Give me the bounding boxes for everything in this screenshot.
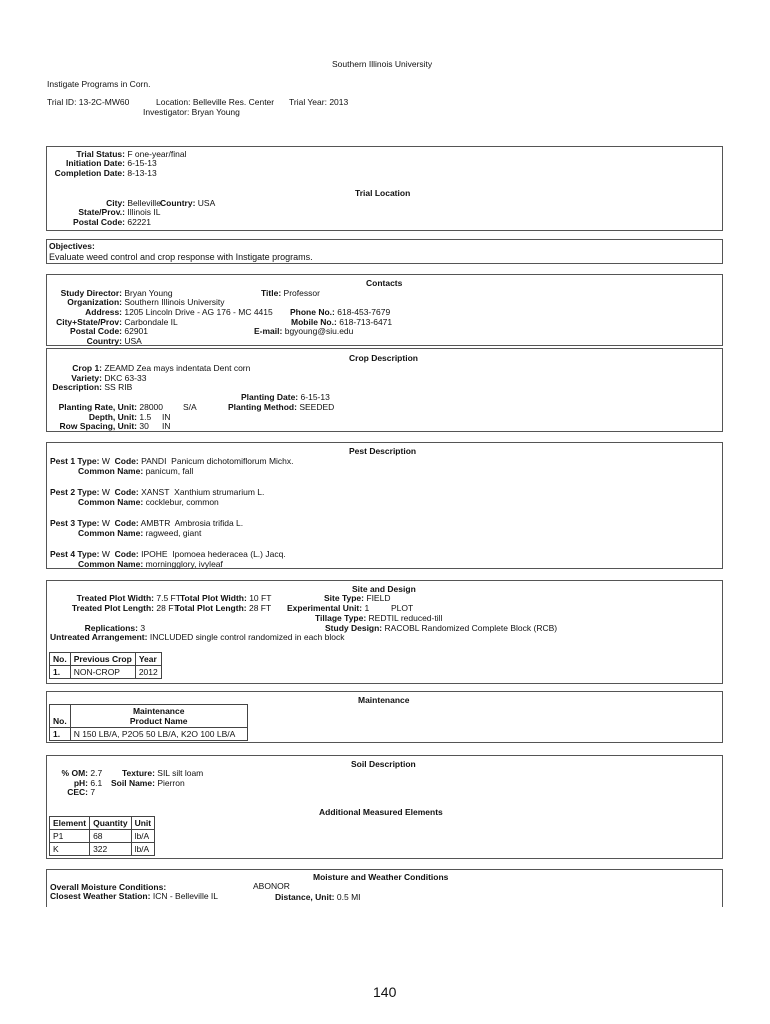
pest-label: Pest 4 bbox=[50, 549, 76, 559]
pest-common-label: Common Name: bbox=[78, 466, 144, 476]
cec-label: CEC: bbox=[67, 787, 88, 797]
row-spacing-unit: IN bbox=[162, 421, 171, 431]
pest-type-value: W bbox=[101, 456, 110, 466]
col-product-line1: Maintenance bbox=[132, 706, 185, 716]
pest-common-value: ragweed, giant bbox=[145, 528, 202, 538]
table-row bbox=[50, 666, 162, 679]
site-design-title: Site and Design bbox=[352, 584, 416, 594]
program-title: Instigate Programs in Corn. bbox=[47, 79, 151, 89]
experimental-unit-value: 1 bbox=[364, 603, 370, 613]
city-value: Belleville bbox=[127, 198, 161, 208]
weather-station-label: Closest Weather Station: bbox=[50, 891, 151, 901]
distance-value: 0.5 MI bbox=[336, 892, 361, 902]
completion-date-label: Completion Date: bbox=[54, 168, 125, 178]
trial-id: Trial ID: 13-2C-MW60 bbox=[47, 97, 130, 107]
om-label: % OM: bbox=[61, 768, 88, 778]
planting-method-value: SEEDED bbox=[299, 402, 335, 412]
ph-value: 6.1 bbox=[90, 778, 103, 788]
pest-label: Pest 2 bbox=[50, 487, 76, 497]
pest-title: Pest Description bbox=[349, 446, 417, 456]
planting-rate-label: Planting Rate, Unit: bbox=[58, 402, 137, 412]
pest-code-label: Code: bbox=[114, 549, 139, 559]
mobile-value: 618-713-6471 bbox=[339, 317, 393, 327]
col-no: No. bbox=[50, 653, 71, 666]
total-plot-width-value: 10 FT bbox=[249, 593, 272, 603]
cell-element: K bbox=[50, 843, 90, 856]
cec-value: 7 bbox=[90, 787, 96, 797]
maintenance-title: Maintenance bbox=[358, 695, 410, 705]
soil-description-section bbox=[46, 755, 723, 859]
initiation-date-value: 6-15-13 bbox=[127, 158, 157, 168]
university-name: Southern Illinois University bbox=[332, 59, 433, 69]
col-product-name bbox=[70, 705, 247, 728]
title-value: Professor bbox=[283, 288, 320, 298]
planting-rate-value: 28000 bbox=[139, 402, 164, 412]
description-value: SS RIB bbox=[104, 382, 133, 392]
country-label: Country: bbox=[160, 198, 196, 208]
state-label: State/Prov.: bbox=[78, 207, 125, 217]
address-value: 1205 Lincoln Drive - AG 176 - MC 4415 bbox=[124, 307, 273, 317]
col-year: Year bbox=[135, 653, 161, 666]
pest-type-label: Type: bbox=[77, 487, 100, 497]
pest-code-label: Code: bbox=[114, 518, 139, 528]
city-label: City: bbox=[106, 198, 125, 208]
pest-type-value: W bbox=[101, 518, 110, 528]
contacts-section bbox=[46, 274, 723, 346]
trial-status-label: Trial Status: bbox=[76, 149, 125, 159]
postal-code-label: Postal Code: bbox=[73, 217, 125, 227]
pest-type-value: W bbox=[101, 549, 110, 559]
contact-city-label: City+State/Prov: bbox=[56, 317, 122, 327]
weather-station-value: ICN - Belleville IL bbox=[152, 891, 219, 901]
postal-code-value: 62221 bbox=[127, 217, 152, 227]
objectives-section bbox=[46, 239, 723, 264]
address-label: Address: bbox=[85, 307, 122, 317]
col-previous-crop: Previous Crop bbox=[70, 653, 135, 666]
email-label: E-mail: bbox=[254, 326, 283, 336]
pest-scientific-name: Ambrosia trifida L. bbox=[174, 518, 244, 528]
treated-plot-width-value: 7.5 FT bbox=[156, 593, 181, 603]
col-no: No. bbox=[50, 705, 71, 728]
email-value: bgyoung@siu.edu bbox=[284, 326, 354, 336]
tillage-type-label: Tillage Type: bbox=[315, 613, 367, 623]
depth-value: 1.5 bbox=[139, 412, 152, 422]
contact-postal-value: 62901 bbox=[124, 326, 149, 336]
crop-title: Crop Description bbox=[349, 353, 418, 363]
completion-date-value: 8-13-13 bbox=[127, 168, 157, 178]
treated-plot-length-value: 28 FT bbox=[156, 603, 179, 613]
pest-type-label: Type: bbox=[77, 456, 100, 466]
table-header-row bbox=[50, 817, 155, 830]
study-director-label: Study Director: bbox=[60, 288, 122, 298]
experimental-unit-label: Experimental Unit: bbox=[287, 603, 363, 613]
experimental-unit-type: PLOT bbox=[391, 603, 414, 613]
crop1-value: ZEAMD Zea mays indentata Dent corn bbox=[104, 363, 251, 373]
contact-country-label: Country: bbox=[86, 336, 122, 346]
soil-title: Soil Description bbox=[351, 759, 416, 769]
distance-label: Distance, Unit: bbox=[275, 892, 335, 902]
pest-common-value: morningglory, ivyleaf bbox=[145, 559, 223, 569]
contacts-title: Contacts bbox=[366, 278, 403, 288]
country-value: USA bbox=[197, 198, 216, 208]
total-plot-width-label: Total Plot Width: bbox=[180, 593, 247, 603]
planting-method-label: Planting Method: bbox=[228, 402, 297, 412]
moisture-weather-section bbox=[46, 869, 723, 907]
overall-moisture-value: ABONOR bbox=[253, 881, 290, 891]
overall-moisture-label: Overall Moisture Conditions: bbox=[50, 882, 167, 892]
pest-description-section bbox=[46, 442, 723, 569]
state-value: Illinois IL bbox=[127, 207, 161, 217]
tillage-type-value: REDTIL reduced-till bbox=[368, 613, 443, 623]
additional-elements-title: Additional Measured Elements bbox=[319, 807, 443, 817]
row-spacing-label: Row Spacing, Unit: bbox=[59, 421, 137, 431]
site-design-section bbox=[46, 580, 723, 684]
treated-plot-length-label: Treated Plot Length: bbox=[71, 603, 154, 613]
pest-common-value: cocklebur, common bbox=[145, 497, 219, 507]
phone-value: 618-453-7679 bbox=[337, 307, 391, 317]
pest-code-label: Code: bbox=[114, 487, 139, 497]
table-row bbox=[50, 728, 248, 741]
cell-previous-crop: NON-CROP bbox=[70, 666, 135, 679]
cell-quantity: 322 bbox=[90, 843, 131, 856]
organization-value: Southern Illinois University bbox=[124, 297, 225, 307]
pest-common-label: Common Name: bbox=[78, 528, 144, 538]
pest-code-value: PANDI bbox=[141, 456, 167, 466]
study-design-label: Study Design: bbox=[325, 623, 383, 633]
pest-type-label: Type: bbox=[77, 518, 100, 528]
row-spacing-value: 30 bbox=[139, 421, 149, 431]
pest-type-value: W bbox=[101, 487, 110, 497]
depth-unit: IN bbox=[162, 412, 171, 422]
trial-location: Location: Belleville Res. Center bbox=[156, 97, 275, 107]
pest-common-label: Common Name: bbox=[78, 559, 144, 569]
trial-status-section bbox=[46, 146, 723, 231]
crop1-label: Crop 1: bbox=[72, 363, 102, 373]
pest-scientific-name: Ipomoea hederacea (L.) Jacq. bbox=[172, 549, 286, 559]
cell-year: 2012 bbox=[135, 666, 161, 679]
texture-label: Texture: bbox=[122, 768, 155, 778]
pest-code-value: XANST bbox=[141, 487, 170, 497]
untreated-arrangement-label: Untreated Arrangement: bbox=[50, 632, 148, 642]
om-value: 2.7 bbox=[90, 768, 103, 778]
planting-date-label: Planting Date: bbox=[241, 392, 299, 402]
phone-label: Phone No.: bbox=[290, 307, 335, 317]
pest-scientific-name: Panicum dichotomiflorum Michx. bbox=[171, 456, 294, 466]
pest-code-value: IPOHE bbox=[141, 549, 168, 559]
objectives-label: Objectives: bbox=[49, 241, 95, 251]
cell-no: 1. bbox=[50, 666, 71, 679]
maintenance-table bbox=[49, 704, 248, 741]
cell-product-name: N 150 LB/A, P2O5 50 LB/A, K2O 100 LB/A bbox=[70, 728, 247, 741]
variety-label: Variety: bbox=[71, 373, 102, 383]
replications-value: 3 bbox=[140, 623, 146, 633]
texture-value: SIL silt loam bbox=[157, 768, 204, 778]
mobile-label: Mobile No.: bbox=[291, 317, 337, 327]
soil-name-label: Soil Name: bbox=[111, 778, 155, 788]
replications-label: Replications: bbox=[84, 623, 138, 633]
pest-label: Pest 1 bbox=[50, 456, 76, 466]
treated-plot-width-label: Treated Plot Width: bbox=[76, 593, 154, 603]
col-element: Element bbox=[50, 817, 90, 830]
previous-crop-table bbox=[49, 652, 162, 679]
cell-element: P1 bbox=[50, 830, 90, 843]
ph-label: pH: bbox=[73, 778, 88, 788]
table-row bbox=[50, 843, 155, 856]
col-quantity: Quantity bbox=[90, 817, 131, 830]
total-plot-length-label: Total Plot Length: bbox=[175, 603, 247, 613]
page-number: 140 bbox=[373, 984, 397, 1000]
variety-value: DKC 63-33 bbox=[104, 373, 147, 383]
trial-status-value: F one-year/final bbox=[127, 149, 187, 159]
untreated-arrangement-value: INCLUDED single control randomized in each block bbox=[149, 632, 345, 642]
initiation-date-label: Initiation Date: bbox=[65, 158, 125, 168]
site-type-label: Site Type: bbox=[324, 593, 364, 603]
title-label: Title: bbox=[261, 288, 282, 298]
study-director-value: Bryan Young bbox=[124, 288, 173, 298]
trial-year: Trial Year: 2013 bbox=[289, 97, 349, 107]
cell-no: 1. bbox=[50, 728, 71, 741]
planting-rate-unit: S/A bbox=[183, 402, 197, 412]
planting-date-value: 6-15-13 bbox=[300, 392, 330, 402]
study-design-value: RACOBL Randomized Complete Block (RCB) bbox=[384, 623, 558, 633]
contact-country-value: USA bbox=[124, 336, 142, 346]
total-plot-length-value: 28 FT bbox=[248, 603, 272, 613]
table-row bbox=[50, 830, 155, 843]
pest-type-label: Type: bbox=[77, 549, 100, 559]
col-unit: Unit bbox=[131, 817, 155, 830]
table-header-row bbox=[50, 705, 248, 728]
pest-scientific-name: Xanthium strumarium L. bbox=[174, 487, 265, 497]
pest-code-value: AMBTR bbox=[140, 518, 171, 528]
investigator: Investigator: Bryan Young bbox=[143, 107, 240, 117]
cell-unit: lb/A bbox=[131, 843, 155, 856]
moisture-title: Moisture and Weather Conditions bbox=[313, 872, 449, 882]
contact-city-value: Carbondale IL bbox=[124, 317, 178, 327]
maintenance-section bbox=[46, 691, 723, 743]
depth-label: Depth, Unit: bbox=[88, 412, 137, 422]
contact-postal-label: Postal Code: bbox=[70, 326, 122, 336]
organization-label: Organization: bbox=[67, 297, 122, 307]
col-product-line2: Product Name bbox=[129, 716, 188, 726]
elements-table bbox=[49, 816, 155, 856]
crop-description-section bbox=[46, 348, 723, 432]
pest-common-label: Common Name: bbox=[78, 497, 144, 507]
pest-label: Pest 3 bbox=[50, 518, 76, 528]
pest-code-label: Code: bbox=[114, 456, 139, 466]
cell-unit: lb/A bbox=[131, 830, 155, 843]
table-header-row bbox=[50, 653, 162, 666]
trial-location-title: Trial Location bbox=[355, 188, 411, 198]
description-label: Description: bbox=[52, 382, 102, 392]
pest-common-value: panicum, fall bbox=[145, 466, 194, 476]
soil-name-value: Pierron bbox=[157, 778, 185, 788]
objectives-text: Evaluate weed control and crop response with Instigate programs. bbox=[49, 252, 313, 262]
site-type-value: FIELD bbox=[366, 593, 391, 603]
cell-quantity: 68 bbox=[90, 830, 131, 843]
